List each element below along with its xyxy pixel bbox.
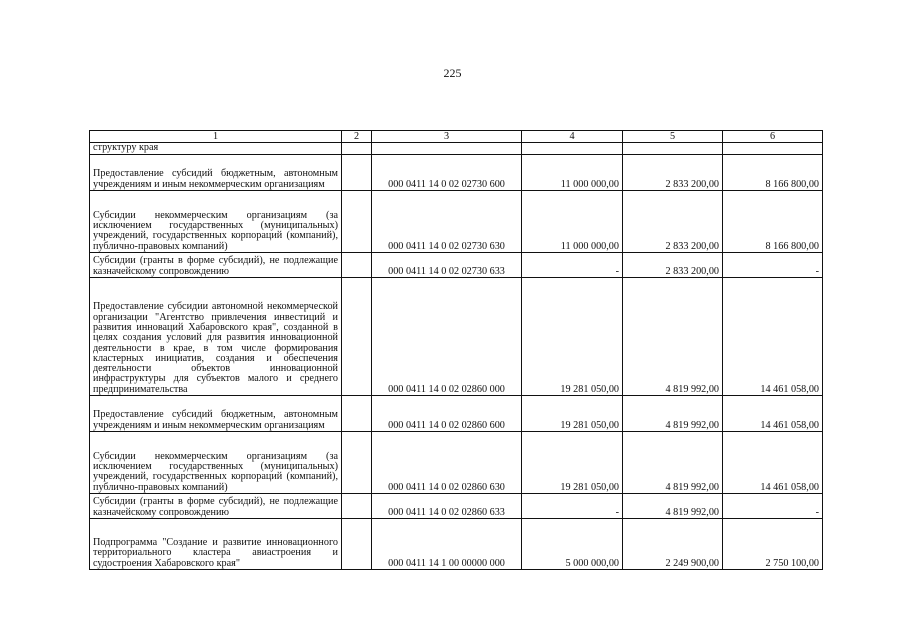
table-row	[90, 143, 823, 155]
row-code: 000 0411 14 0 02 02730 633	[372, 253, 522, 278]
row-code: 000 0411 14 0 02 02730 630	[372, 191, 522, 253]
row-value-col5: 2 249 900,00	[623, 519, 723, 570]
row-value-col6: 14 461 058,00	[723, 278, 823, 396]
page-number: 225	[443, 66, 462, 80]
row-col2	[342, 494, 372, 519]
row-code: 000 0411 14 1 00 00000 000	[372, 519, 522, 570]
row-value-col6: -	[723, 494, 823, 519]
row-code: 000 0411 14 0 02 02860 000	[372, 278, 522, 396]
row-value-col4: 11 000 000,00	[522, 155, 623, 191]
row-value-col6: 2 750 100,00	[723, 519, 823, 570]
row-value-col5: 4 819 992,00	[623, 494, 723, 519]
row-value-col4: -	[522, 253, 623, 278]
row-code: 000 0411 14 0 02 02860 600	[372, 396, 522, 432]
row-code	[372, 143, 522, 155]
row-value-col5: 2 833 200,00	[623, 253, 723, 278]
column-header-6: 6	[723, 131, 823, 143]
row-value-col5: 4 819 992,00	[623, 396, 723, 432]
row-name: Субсидии некоммерческим организациям (за исключением государственных (муниципальных) учреждений, государственных корпораций (компаний), публично-правовых компаний)	[90, 432, 342, 494]
row-col2	[342, 396, 372, 432]
column-header-4: 4	[522, 131, 623, 143]
budget-table	[89, 130, 823, 570]
row-value-col6: 8 166 800,00	[723, 191, 823, 253]
column-header-3: 3	[372, 131, 522, 143]
row-name: Предоставление субсидий бюджетным, автономным учреждениям и иным некоммерческим организациям	[90, 155, 342, 191]
row-col2	[342, 278, 372, 396]
table-row	[90, 432, 823, 494]
row-value-col4: 19 281 050,00	[522, 278, 623, 396]
row-value-col4: 19 281 050,00	[522, 432, 623, 494]
row-col2	[342, 253, 372, 278]
row-value-col5: 4 819 992,00	[623, 278, 723, 396]
row-value-col5	[623, 143, 723, 155]
row-value-col5: 2 833 200,00	[623, 191, 723, 253]
table-row	[90, 494, 823, 519]
row-value-col6: -	[723, 253, 823, 278]
row-value-col5: 2 833 200,00	[623, 155, 723, 191]
column-header-5: 5	[623, 131, 723, 143]
row-name: Подпрограмма "Создание и развитие инновационного территориального кластера авиастроения и судостроения Хабаровского края"	[90, 519, 342, 570]
row-name: структуру края	[90, 143, 342, 155]
row-name: Субсидии (гранты в форме субсидий), не подлежащие казначейскому сопровождению	[90, 494, 342, 519]
table-row	[90, 519, 823, 570]
row-value-col6: 8 166 800,00	[723, 155, 823, 191]
row-code: 000 0411 14 0 02 02860 630	[372, 432, 522, 494]
row-value-col6	[723, 143, 823, 155]
row-col2	[342, 191, 372, 253]
table-header-row	[90, 131, 823, 143]
row-value-col4: -	[522, 494, 623, 519]
table-row	[90, 191, 823, 253]
row-name: Предоставление субсидии автономной некоммерческой организации "Агентство привлечения инвестиций и развития инноваций Хабаровского края", созданной в целях создания условий для развития инновационной деятельности в крае, в том числе формирования кластерных инициатив, создания и обеспечения деятельности объектов инновационной инфраструктуры для субъектов малого и среднего предпринимательства	[90, 278, 342, 396]
table-row	[90, 253, 823, 278]
row-value-col6: 14 461 058,00	[723, 432, 823, 494]
row-code: 000 0411 14 0 02 02860 633	[372, 494, 522, 519]
row-col2	[342, 143, 372, 155]
row-value-col4	[522, 143, 623, 155]
row-name: Предоставление субсидий бюджетным, автономным учреждениям и иным некоммерческим организациям	[90, 396, 342, 432]
row-col2	[342, 155, 372, 191]
row-name: Субсидии некоммерческим организациям (за исключением государственных (муниципальных) учреждений, государственных корпораций (компаний), публично-правовых компаний)	[90, 191, 342, 253]
row-col2	[342, 432, 372, 494]
table-row	[90, 396, 823, 432]
row-code: 000 0411 14 0 02 02730 600	[372, 155, 522, 191]
column-header-2: 2	[342, 131, 372, 143]
row-value-col4: 5 000 000,00	[522, 519, 623, 570]
row-col2	[342, 519, 372, 570]
row-name: Субсидии (гранты в форме субсидий), не подлежащие казначейскому сопровождению	[90, 253, 342, 278]
table-row	[90, 278, 823, 396]
row-value-col5: 4 819 992,00	[623, 432, 723, 494]
row-value-col4: 11 000 000,00	[522, 191, 623, 253]
table-row	[90, 155, 823, 191]
column-header-1: 1	[90, 131, 342, 143]
row-value-col4: 19 281 050,00	[522, 396, 623, 432]
row-value-col6: 14 461 058,00	[723, 396, 823, 432]
